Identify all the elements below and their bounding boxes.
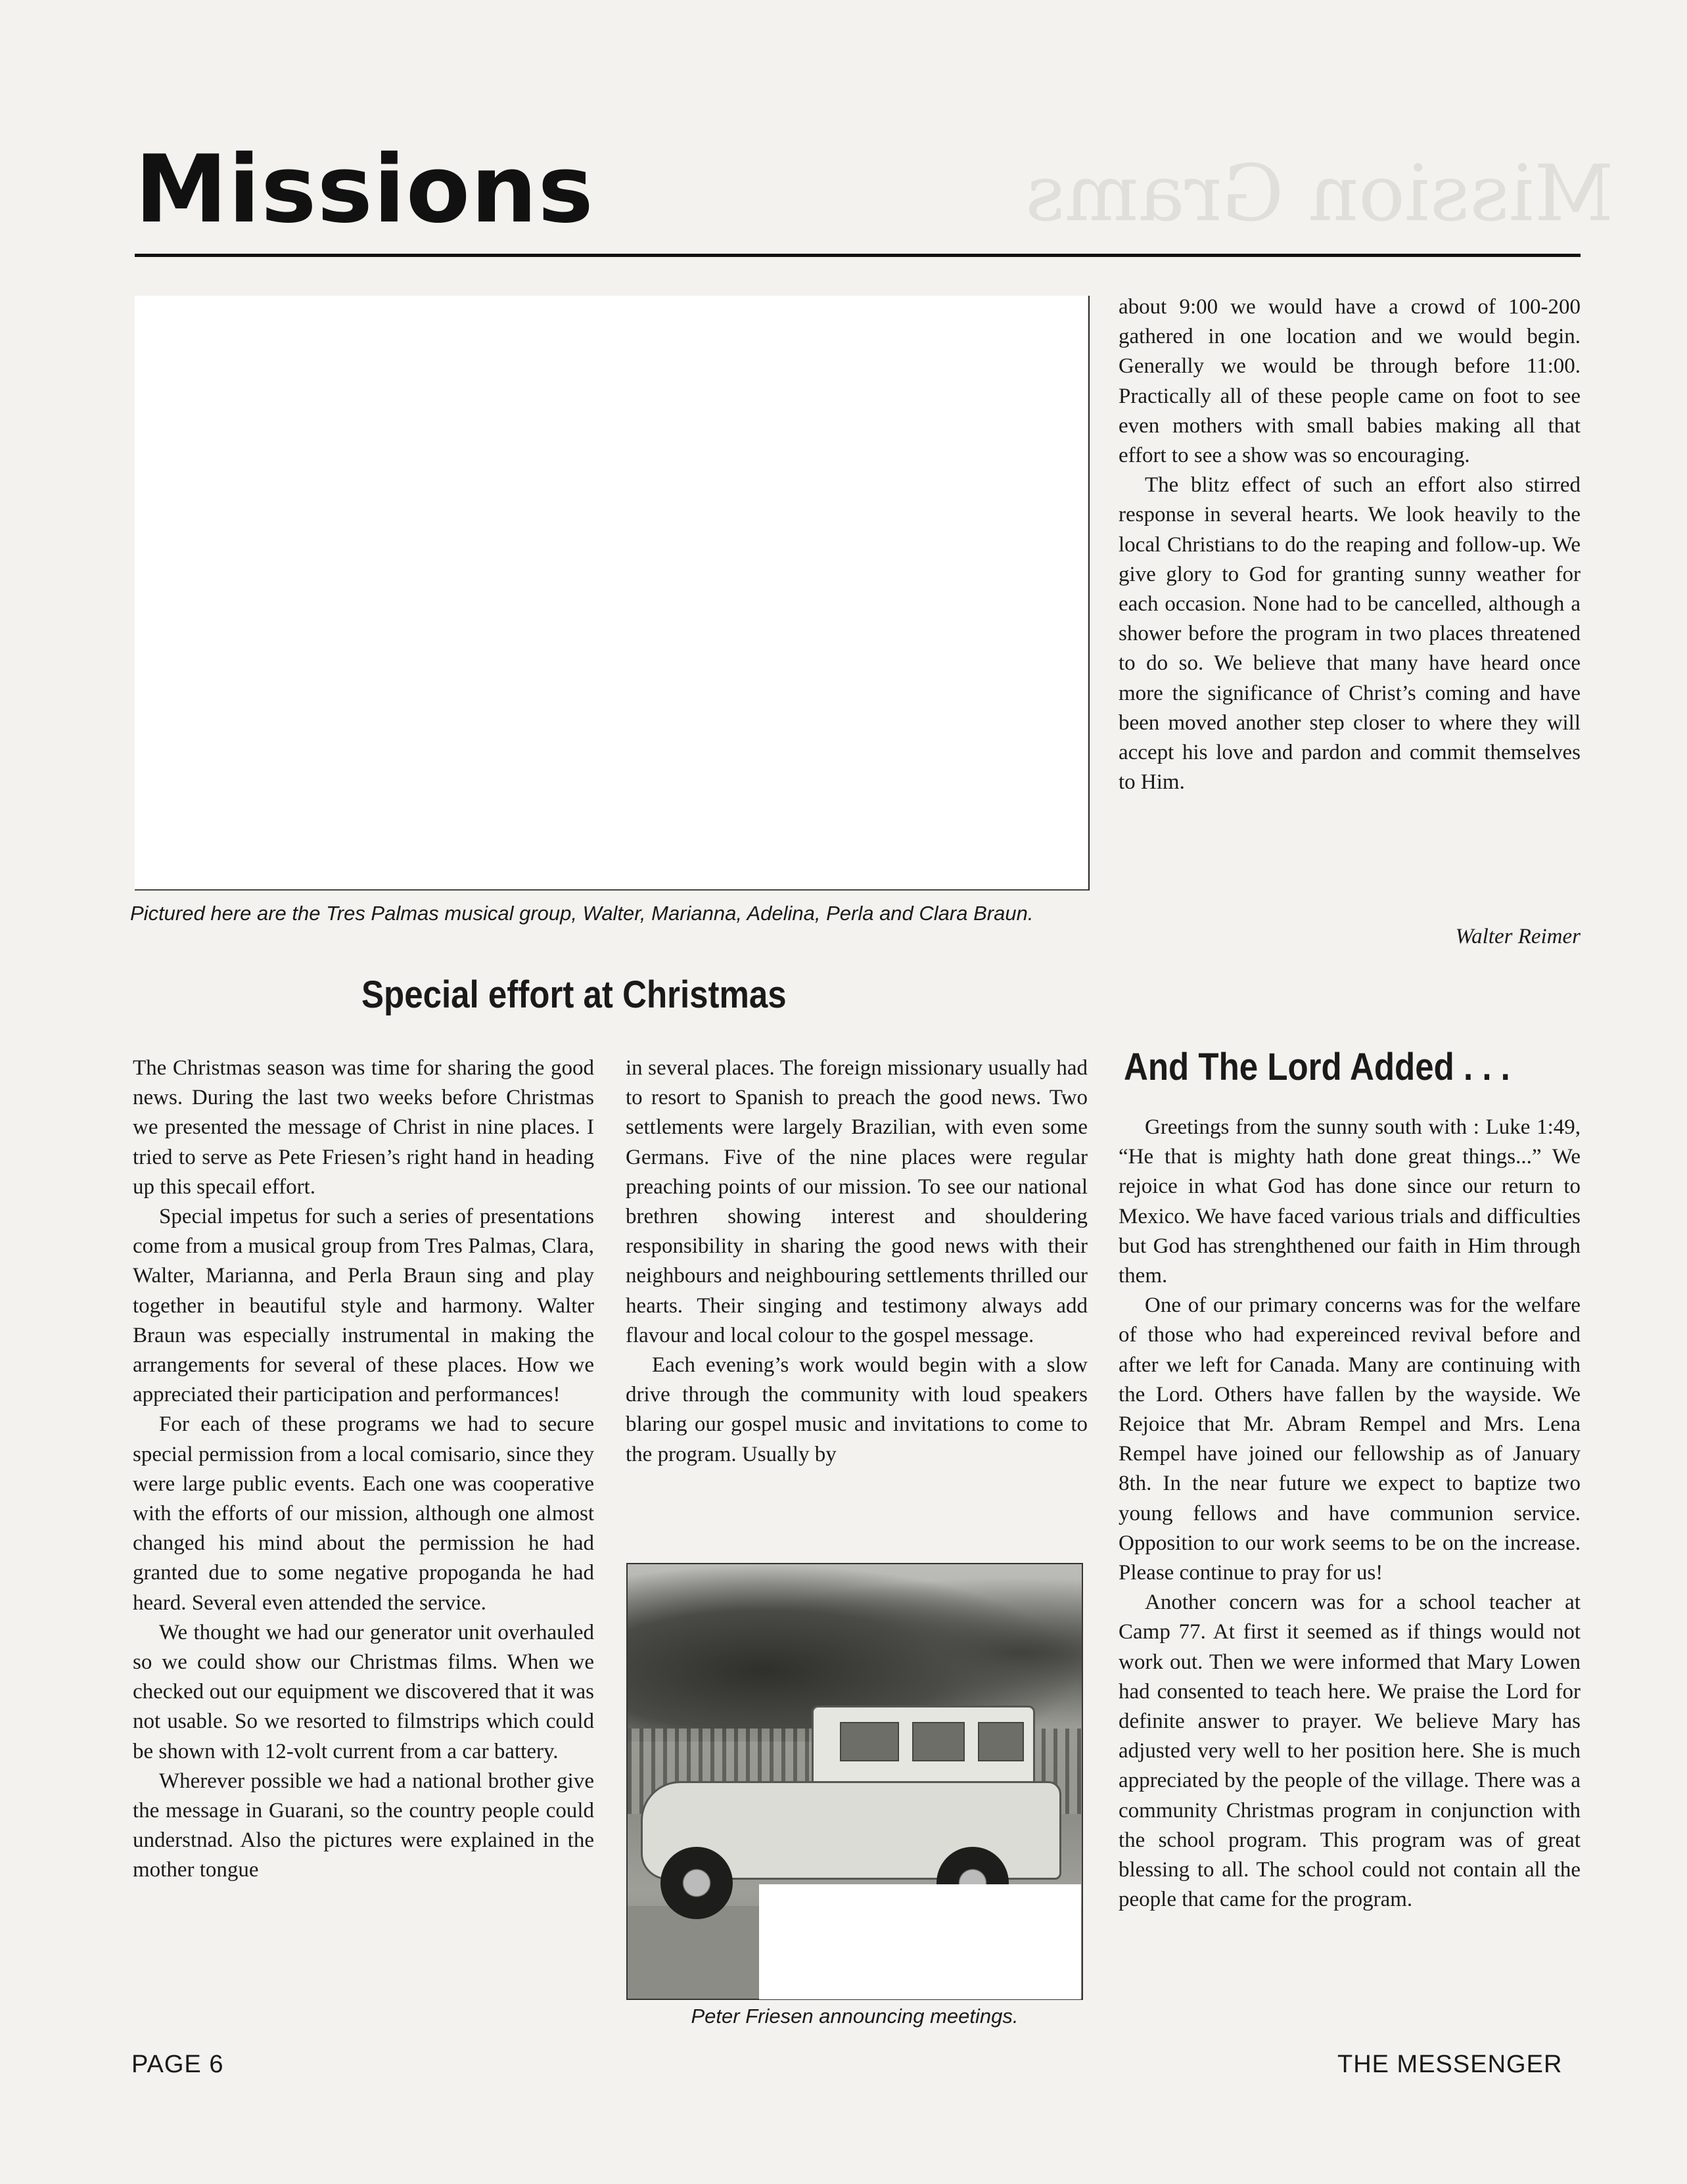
truck-wheel (660, 1847, 733, 1919)
article1-column-a (133, 1054, 594, 1886)
paragraph: For each of these programs we had to secure special permission from a local comisario, since they were large public events. Each one was cooperative with the efforts of our mission, although one almost changed his mind about the permission he had granted due to some negative propoganda he had heard. Several even attended the service. (133, 1412, 594, 1615)
redaction-box (759, 1884, 1081, 1999)
article1-column-c (1119, 292, 1581, 797)
paragraph: Special impetus for such a series of presentations come from a musical group from Tres Palmas, Clara, Walter, Marianna, and Perla Braun sing and play together in beautiful style and harmony. Walter Braun was especially instrumental in making the arrangements for several of these places. How we appreciated their participation and performances! (133, 1205, 594, 1407)
paragraph: about 9:00 we would have a crowd of 100-200 gathered in one location and we would begin. Generally we would be through before 11:00. Practically all of these people came on foot to see even mothers with small babies making all that effort to see a show was so encouraging. (1119, 295, 1581, 468)
truck-photo-caption: Peter Friesen announcing meetings. (691, 2005, 1019, 2028)
paragraph: The Christmas season was time for sharing the good news. During the last two weeks before Christmas we presented the message of Christ in nine places. I tried to serve as Pete Friesen’s right hand in heading up this specail effort. (133, 1056, 594, 1199)
paragraph: Greetings from the sunny south with : Luke 1:49, “He that is mighty hath done great things...” We rejoice in what God has done since our return to Mexico. We have faced various trials and difficulties but God has strenghthened our faith in Him through them. (1119, 1115, 1581, 1288)
bleed-through-ghost-text: Mission Grams (1025, 148, 1614, 239)
article-headline-lord-added: And The Lord Added . . . (1124, 1046, 1510, 1088)
paragraph: We thought we had our generator unit overhauled so we could show our Christmas films. When we checked out our equipment we discovered that it was not usable. So we resorted to filmstrips which could be shown with 12-volt current from a car battery. (133, 1620, 594, 1763)
article1-column-b (626, 1054, 1088, 1470)
paragraph: One of our primary concerns was for the welfare of those who had expereinced revival before and after we left for Canada. Many are continuing with the Lord. Others have fallen by the wayside. We Rejoice that Mr. Abram Rempel and Mrs. Lena Rempel have joined our fellowship as of January 8th. In the near future we expect to baptize two young fellows and have communion service. Opposition to our work seems to be on the increase. Please continue to pray for us! (1119, 1293, 1581, 1585)
top-photo-caption: Pictured here are the Tres Palmas musical group, Walter, Marianna, Adelina, Perla and Clara Braun. (130, 902, 1034, 925)
paragraph: in several places. The foreign missionary usually had to resort to Spanish to preach the good news. Two settlements were largely Brazilian, with even some Germans. Five of the nine places were regular preaching points of our mission. To see our national brethren showing interest and shouldering responsibility in sharing the good news with their neighbours and neighbouring settlements thrilled our hearts. Their singing and testimony always add flavour and local colour to the gospel message. (626, 1056, 1088, 1347)
article1-author: Walter Reimer (1455, 925, 1581, 948)
header-rule (135, 254, 1581, 257)
paragraph: Wherever possible we had a national brother give the message in Guarani, so the country people could understnad. Also the pictures were explained in the mother tongue (133, 1769, 594, 1882)
truck-window (912, 1722, 965, 1761)
top-photo-redacted (135, 296, 1090, 891)
truck-window (978, 1722, 1024, 1761)
paragraph: Each evening’s work would begin with a slow drive through the community with loud speakers blaring our gospel music and invitations to come to the program. Usually by (626, 1353, 1088, 1466)
paragraph: Another concern was for a school teacher at Camp 77. At first it seemed as if things would not work out. Then we were informed that Mary Lowen had consented to teach here. We praise the Lord for definite answer to prayer. We believe Mary has adjusted very well to her position here. She is much appreciated by the people of the village. There was a community Christmas program in conjunction with the school program. This program was of great blessing to all. The school could not contain all the people that came for the program. (1119, 1591, 1581, 1912)
truck-window (840, 1722, 899, 1761)
truck-camper (812, 1706, 1035, 1791)
section-title: Missions (135, 135, 594, 244)
article2-body (1119, 1113, 1581, 1915)
paragraph: The blitz effect of such an effort also stirred response in several hearts. We look heavily to the local Christians to do the reaping and follow-up. We give glory to God for granting sunny weather for each occasion. None had to be cancelled, although a shower before the program in two places threatened to do so. We believe that many have heard once more the significance of Christ’s coming and have been moved another step closer to where they will accept his love and pardon and commit themselves to Him. (1119, 473, 1581, 795)
publication-name: THE MESSENGER (1337, 2051, 1563, 2078)
page-number: PAGE 6 (131, 2051, 224, 2078)
article-headline-christmas: Special effort at Christmas (361, 973, 787, 1016)
